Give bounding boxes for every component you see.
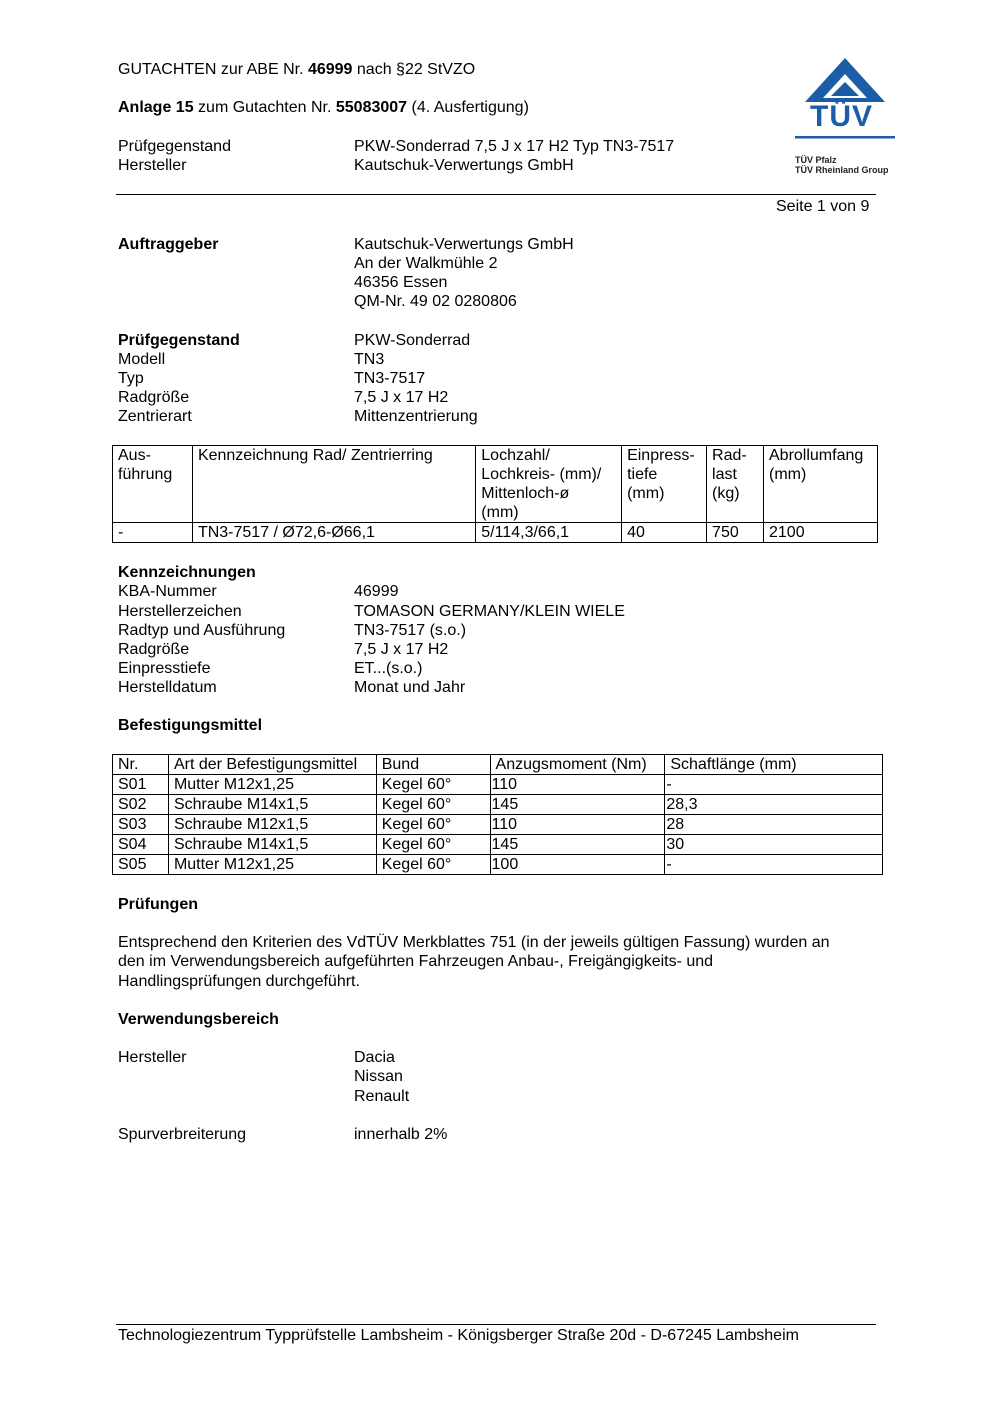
anlage-text: zum Gutachten Nr.: [193, 99, 336, 116]
header-hersteller-label: Hersteller: [118, 157, 187, 174]
wheel-header-lochzahl: [476, 446, 622, 523]
befestigung-cell: Mutter M12x1,25: [168, 775, 376, 795]
typ-value: TN3-7517: [354, 370, 426, 387]
befestigung-cell: S01: [113, 775, 169, 795]
befestigung-cell: S05: [113, 855, 169, 875]
befestigung-heading-text: Befestigungsmittel: [118, 717, 263, 734]
radgroesse-value: 7,5 J x 17 H2: [354, 389, 449, 406]
befestigung-heading: [118, 716, 262, 735]
einpresstiefe-value: ET...(s.o.): [354, 660, 423, 677]
tuev-line1: TÜV Pfalz: [795, 155, 837, 165]
header-line: (mm): [769, 466, 807, 483]
typ-label: Typ: [118, 370, 144, 387]
tuev-logo: [793, 56, 897, 178]
wheel-cell: TN3-7517 / Ø72,6-Ø66,1: [192, 523, 475, 543]
befestigung-header-cell: Bund: [376, 755, 490, 775]
vb-hersteller-nissan: Nissan: [354, 1068, 403, 1085]
wheel-cell: 40: [622, 523, 707, 543]
k-radgroesse-value: 7,5 J x 17 H2: [354, 641, 449, 658]
gutachten-number: 46999: [307, 61, 353, 78]
befestigung-cell: S04: [113, 835, 169, 855]
vb-hersteller-renault: Renault: [354, 1088, 410, 1105]
wheel-table-row: [113, 523, 878, 543]
header-line: (mm): [481, 504, 519, 521]
befestigung-cell: S03: [113, 815, 169, 835]
befestigung-cell: Kegel 60°: [376, 775, 490, 795]
header-line: Mittenloch-ø: [481, 485, 570, 502]
header-line: führung: [118, 466, 173, 483]
befestigung-header-cell: Schaftlänge (mm): [665, 755, 883, 775]
vb-hersteller-dacia: Dacia: [354, 1049, 395, 1066]
pruefungen-line-2: den im Verwendungsbereich aufgeführten Fahrzeugen Anbau-, Freigängigkeits- und: [118, 953, 714, 970]
befestigung-row: [113, 795, 883, 815]
befestigung-cell: 145: [490, 835, 665, 855]
befestigung-cell: Mutter M12x1,25: [168, 855, 376, 875]
zentrierart-value: Mittenzentrierung: [354, 408, 478, 425]
header-line: Aus-: [118, 447, 151, 464]
befestigung-cell: 110: [490, 775, 665, 795]
herstellerzeichen-value: TOMASON GERMANY/KLEIN WIELE: [354, 603, 625, 620]
pruefgegenstand-heading-text: Prüfgegenstand: [118, 332, 240, 349]
header-line: Einpress-: [627, 447, 695, 464]
wheel-cell: 750: [707, 523, 764, 543]
wheel-cell: 5/114,3/66,1: [476, 523, 622, 543]
header-line: Abrollumfang: [769, 447, 864, 464]
header-line: Rad-: [712, 447, 747, 464]
gutachten-line: [118, 60, 475, 79]
herstellerzeichen-label: Herstellerzeichen: [118, 603, 242, 620]
befestigung-row: [113, 835, 883, 855]
wheel-header-kennzeichnung: [192, 446, 475, 523]
modell-label: Modell: [118, 351, 166, 368]
befestigung-cell: Schraube M14x1,5: [168, 795, 376, 815]
k-radgroesse-label: Radgröße: [118, 641, 190, 658]
befestigung-cell: Kegel 60°: [376, 815, 490, 835]
befestigung-row: [113, 775, 883, 795]
auftraggeber-line-2: An der Walkmühle 2: [354, 255, 498, 272]
auftraggeber-line-4: QM-Nr. 49 02 0280806: [354, 293, 517, 310]
kba-value: 46999: [354, 583, 399, 600]
kennzeichnungen-heading: [118, 563, 256, 582]
befestigung-header-cell: Art der Befestigungsmittel: [168, 755, 376, 775]
radtyp-value: TN3-7517 (s.o.): [354, 622, 467, 639]
befestigung-header-cell: Anzugsmoment (Nm): [490, 755, 665, 775]
befestigung-cell: Kegel 60°: [376, 855, 490, 875]
befestigung-cell: Kegel 60°: [376, 795, 490, 815]
anlage-number: 55083007: [335, 99, 408, 116]
pruefungen-heading: [118, 895, 198, 914]
wheel-header-ausfuehrung: [113, 446, 193, 523]
gutachten-suffix: nach §22 StVZO: [352, 61, 476, 78]
radtyp-label: Radtyp und Ausführung: [118, 622, 286, 639]
verwendungsbereich-heading-text: Verwendungsbereich: [118, 1011, 279, 1028]
herstelldatum-label: Herstelldatum: [118, 679, 217, 696]
wheel-table: [112, 445, 878, 543]
befestigung-cell: 145: [490, 795, 665, 815]
befestigung-header-row: [113, 755, 883, 775]
befestigung-cell: 30: [665, 835, 883, 855]
header-line: tiefe: [627, 466, 658, 483]
tuev-line2: TÜV Rheinland Group: [795, 165, 889, 175]
kba-label: KBA-Nummer: [118, 583, 217, 600]
spurverbreiterung-label: Spurverbreiterung: [118, 1126, 247, 1143]
verwendungsbereich-heading: [118, 1010, 279, 1029]
befestigung-cell: -: [665, 775, 883, 795]
befestigung-row: [113, 815, 883, 835]
vb-hersteller-label: Hersteller: [118, 1049, 187, 1066]
befestigung-cell: 28: [665, 815, 883, 835]
header-line: (kg): [712, 485, 740, 502]
footer-divider: [116, 1324, 876, 1325]
wheel-table-header-row: [113, 446, 878, 523]
header-line: Lochzahl/: [481, 447, 550, 464]
header-line: (mm): [627, 485, 665, 502]
auftraggeber-label: [118, 235, 218, 254]
radgroesse-label: Radgröße: [118, 389, 190, 406]
befestigung-table: [112, 754, 883, 875]
befestigung-cell: Schraube M12x1,5: [168, 815, 376, 835]
auftraggeber-line-3: 46356 Essen: [354, 274, 448, 291]
tuev-wordmark: TÜV: [810, 100, 873, 133]
pruefungen-line-1: Entsprechend den Kriterien des VdTÜV Merkblattes 751 (in der jeweils gültigen Fassung) wurden an: [118, 934, 830, 951]
modell-value: TN3: [354, 351, 385, 368]
pruefungen-heading-text: Prüfungen: [118, 896, 198, 913]
wheel-header-abrollumfang: [764, 446, 878, 523]
befestigung-cell: Kegel 60°: [376, 835, 490, 855]
wheel-header-radlast: [707, 446, 764, 523]
page-info: Seite 1 von 9: [776, 198, 870, 215]
header-pruefgegenstand-value: PKW-Sonderrad 7,5 J x 17 H2 Typ TN3-7517: [354, 138, 675, 155]
herstelldatum-value: Monat und Jahr: [354, 679, 466, 696]
header-hersteller-value: Kautschuk-Verwertungs GmbH: [354, 157, 574, 174]
befestigung-cell: 28,3: [665, 795, 883, 815]
befestigung-cell: 100: [490, 855, 665, 875]
befestigung-cell: Schraube M14x1,5: [168, 835, 376, 855]
befestigung-cell: -: [665, 855, 883, 875]
wheel-cell: 2100: [764, 523, 878, 543]
header-line: Kennzeichnung Rad/ Zentrierring: [197, 447, 433, 464]
befestigung-row: [113, 855, 883, 875]
befestigung-cell: S02: [113, 795, 169, 815]
pruefgegenstand-heading-value: PKW-Sonderrad: [354, 332, 471, 349]
header-divider: [116, 194, 876, 195]
pruefgegenstand-heading: [118, 331, 240, 350]
anlage-suffix: (4. Ausfertigung): [407, 99, 529, 116]
anlage-label: Anlage 15: [118, 99, 194, 116]
auftraggeber-label-text: Auftraggeber: [118, 236, 219, 253]
gutachten-prefix: GUTACHTEN zur ABE Nr.: [118, 61, 308, 78]
pruefungen-line-3: Handlingsprüfungen durchgeführt.: [118, 973, 360, 990]
auftraggeber-line-1: Kautschuk-Verwertungs GmbH: [354, 236, 574, 253]
footer-text: Technologiezentrum Typprüfstelle Lambsheim - Königsberger Straße 20d - D-67245 Lambsheim: [118, 1327, 799, 1344]
zentrierart-label: Zentrierart: [118, 408, 192, 425]
kennzeichnungen-heading-text: Kennzeichnungen: [118, 564, 256, 581]
befestigung-cell: 110: [490, 815, 665, 835]
anlage-line: [118, 98, 529, 117]
befestigung-header-cell: Nr.: [113, 755, 169, 775]
spurverbreiterung-value: innerhalb 2%: [354, 1126, 448, 1143]
wheel-header-einpresstiefe: [622, 446, 707, 523]
wheel-cell: -: [113, 523, 193, 543]
header-line: Lochkreis- (mm)/: [481, 466, 602, 483]
header-line: last: [712, 466, 737, 483]
einpresstiefe-label: Einpresstiefe: [118, 660, 211, 677]
header-pruefgegenstand-label: Prüfgegenstand: [118, 138, 231, 155]
